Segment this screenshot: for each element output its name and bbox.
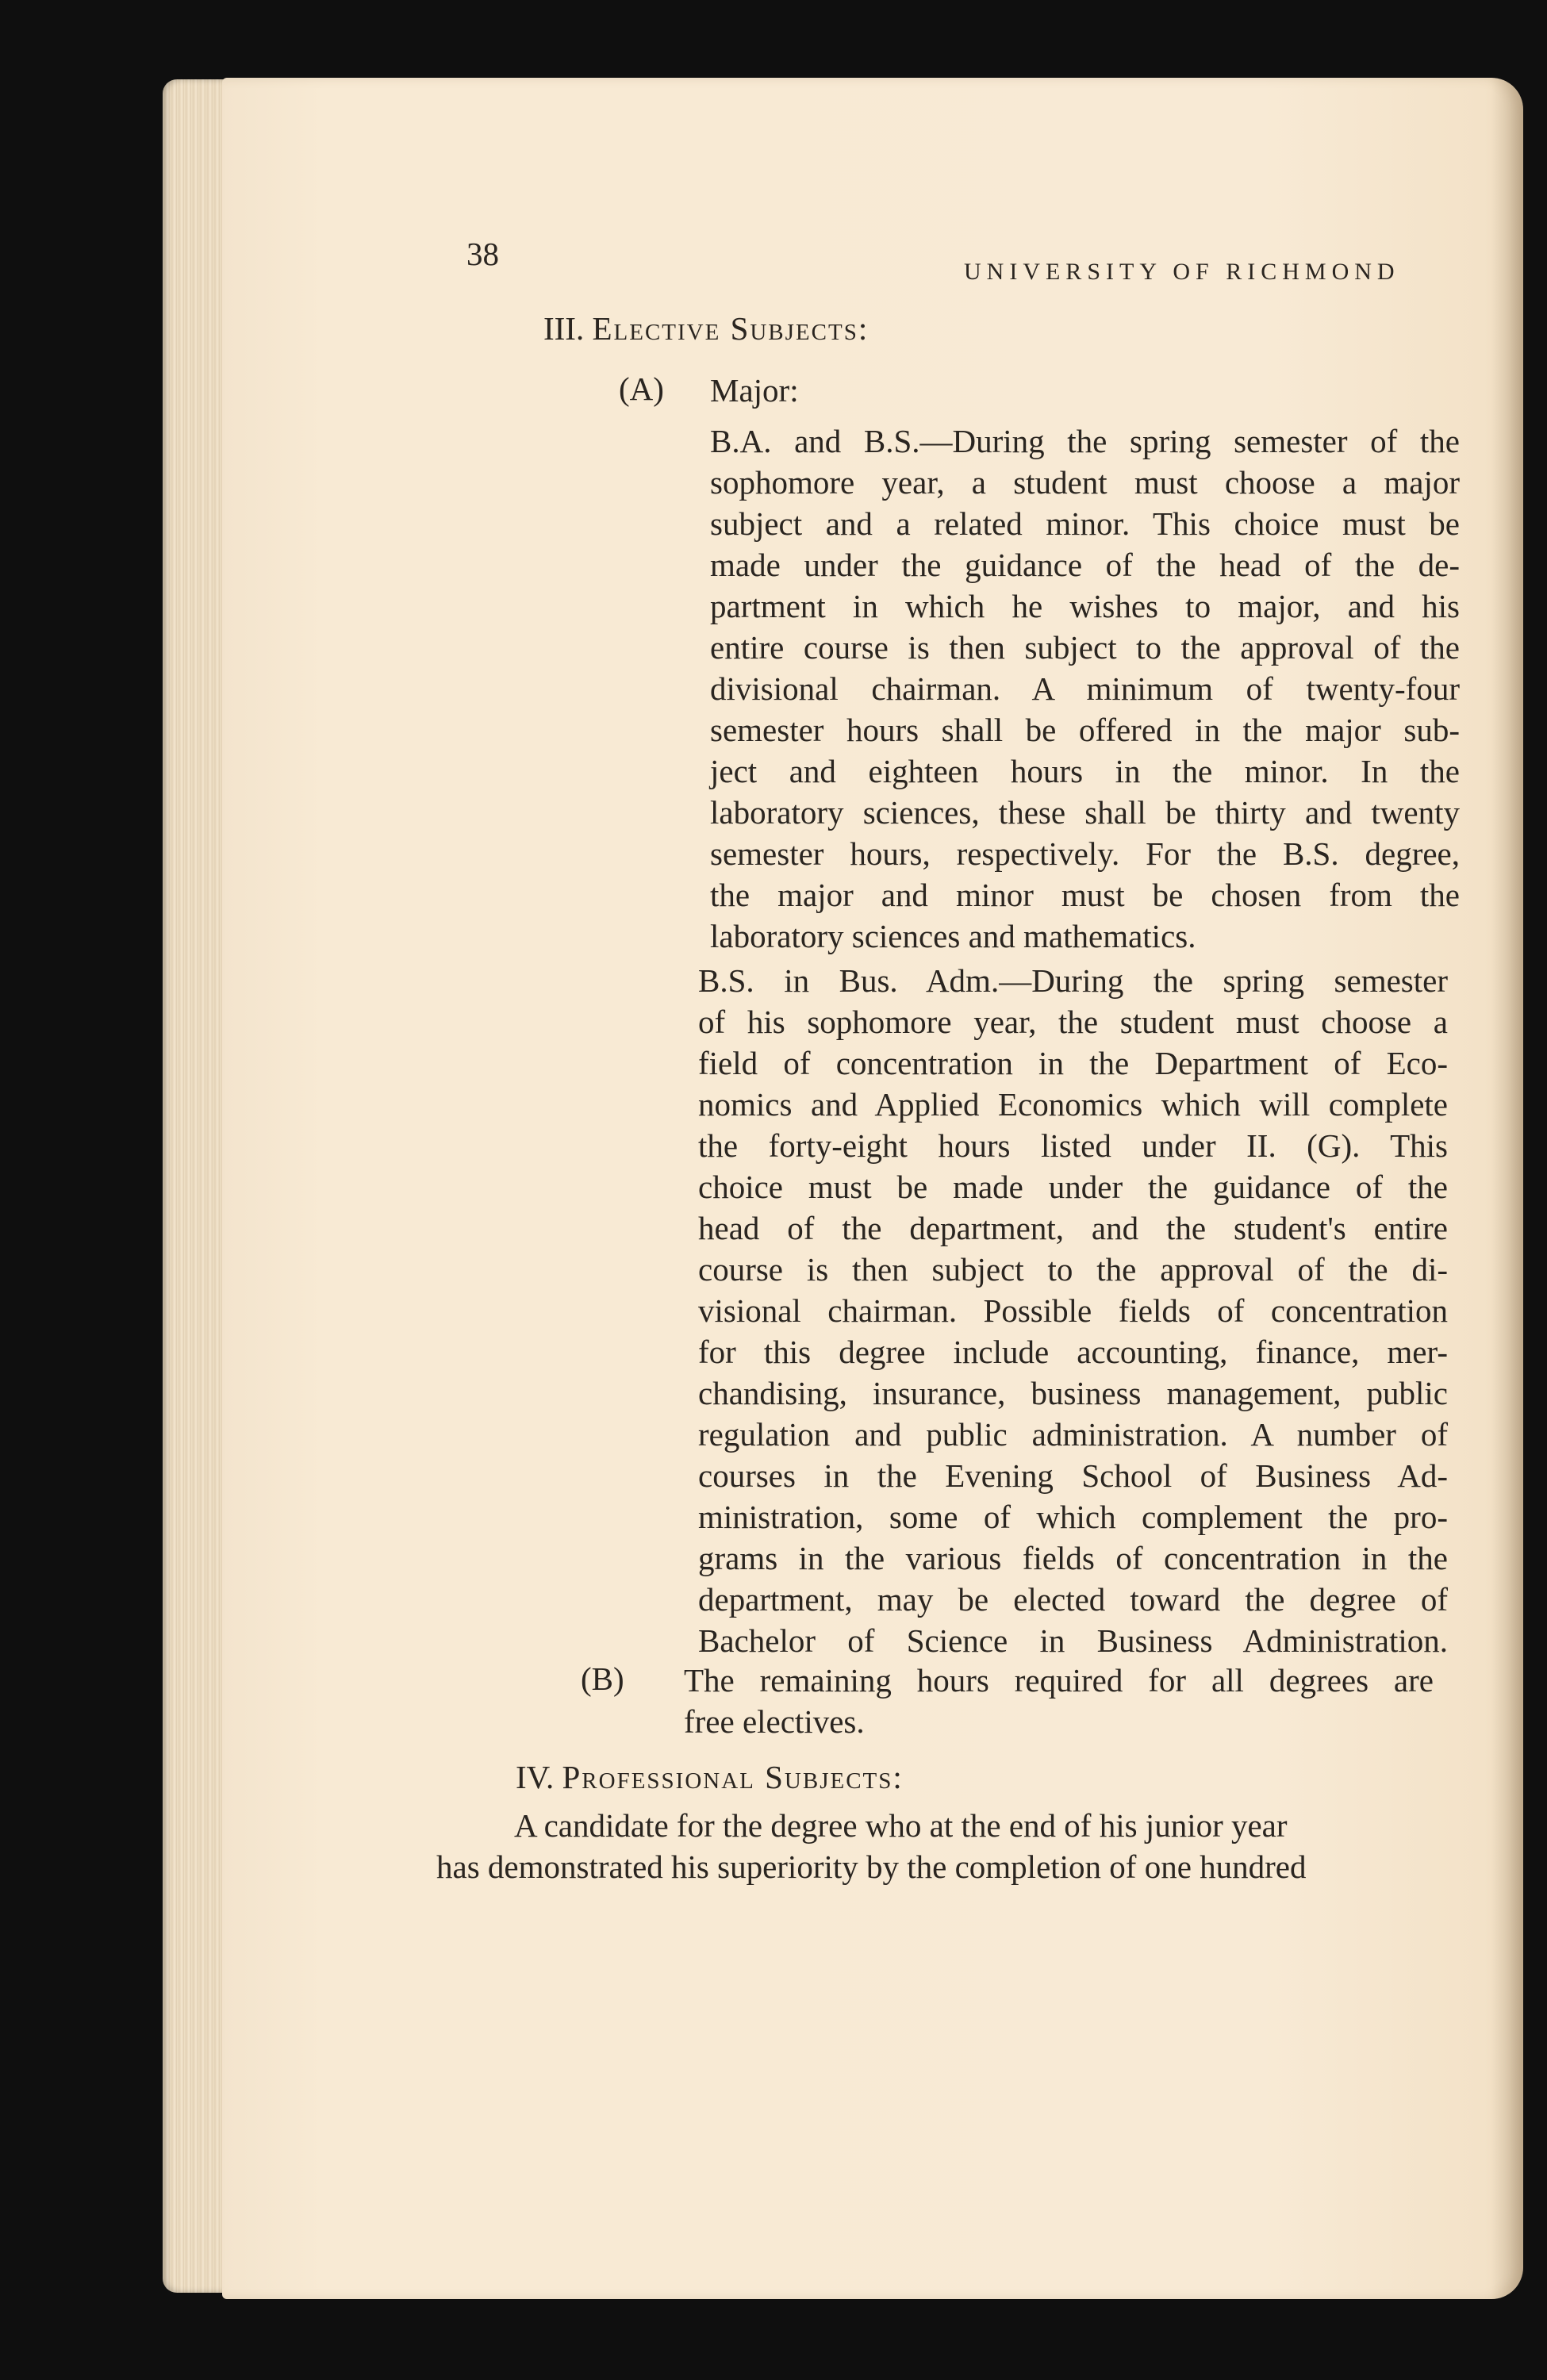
text-line: sophomore year, a student must choose a major bbox=[710, 464, 1460, 501]
text-line: the major and minor must be chosen from the bbox=[710, 877, 1460, 913]
subsection-b-paragraph bbox=[684, 1660, 1434, 1742]
text-line: regulation and public administration. A number of bbox=[698, 1416, 1448, 1453]
text-line: courses in the Evening School of Business Ad- bbox=[698, 1457, 1448, 1494]
subsection-b-label: (B) bbox=[581, 1660, 624, 1697]
text-line: made under the guidance of the head of the de- bbox=[710, 547, 1460, 583]
subsection-a-title: Major: bbox=[710, 372, 799, 409]
section-iii-title: Elective Subjects: bbox=[592, 310, 869, 347]
text-line: subject and a related minor. This choice must be bbox=[710, 505, 1460, 542]
section-iv-heading bbox=[516, 1758, 904, 1796]
section-iii-heading bbox=[543, 309, 869, 347]
text-line: nomics and Applied Economics which will complete bbox=[698, 1086, 1448, 1123]
text-line: head of the department, and the student's entire bbox=[698, 1210, 1448, 1246]
text-line: B.A. and B.S.—During the spring semester of the bbox=[710, 423, 1460, 459]
text-line: field of concentration in the Department of Eco- bbox=[698, 1045, 1448, 1081]
text-line: chandising, insurance, business management, public bbox=[698, 1375, 1448, 1411]
text-line: partment in which he wishes to major, and his bbox=[710, 588, 1460, 624]
text-line: semester hours shall be offered in the major sub- bbox=[710, 712, 1460, 748]
text-line: for this degree include accounting, finance, mer- bbox=[698, 1334, 1448, 1370]
text-line: ministration, some of which complement the pro- bbox=[698, 1499, 1448, 1535]
text-line: visional chairman. Possible fields of concentration bbox=[698, 1292, 1448, 1329]
text-line: laboratory sciences and mathematics. bbox=[710, 918, 1196, 954]
text-line: laboratory sciences, these shall be thirty and twenty bbox=[710, 794, 1460, 831]
section-iii-numeral: III. bbox=[543, 310, 585, 347]
text-line: of his sophomore year, the student must choose a bbox=[698, 1004, 1448, 1040]
text-line: course is then subject to the approval of the di- bbox=[698, 1251, 1448, 1288]
text-line: the forty-eight hours listed under II. (G). This bbox=[698, 1127, 1448, 1164]
bs-bus-adm-paragraph bbox=[698, 960, 1448, 1661]
ba-bs-paragraph bbox=[710, 420, 1460, 957]
subsection-a-label: (A) bbox=[619, 370, 664, 407]
section-iv-line-1: A candidate for the degree who at the end of his junior year bbox=[514, 1807, 1288, 1844]
page-curl-shadow bbox=[1491, 78, 1523, 2299]
text-line: B.S. in Bus. Adm.—During the spring semester bbox=[698, 962, 1448, 999]
section-iv-line-2: has demonstrated his superiority by the completion of one hundred bbox=[436, 1848, 1307, 1885]
page-number: 38 bbox=[466, 236, 499, 272]
section-iv-title: Professional Subjects: bbox=[562, 1759, 904, 1795]
running-head: UNIVERSITY OF RICHMOND bbox=[964, 259, 1400, 285]
text-line: choice must be made under the guidance of the bbox=[698, 1169, 1448, 1205]
text-line: Bachelor of Science in Business Administration. bbox=[698, 1622, 1448, 1659]
text-line: divisional chairman. A minimum of twenty-four bbox=[710, 670, 1460, 707]
section-iv-numeral: IV. bbox=[516, 1759, 555, 1795]
text-line: free electives. bbox=[684, 1703, 865, 1740]
text-line: ject and eighteen hours in the minor. In the bbox=[710, 753, 1460, 789]
text-line: grams in the various fields of concentration in the bbox=[698, 1540, 1448, 1576]
text-line: semester hours, respectively. For the B.S. degree, bbox=[710, 835, 1460, 872]
text-line: The remaining hours required for all degrees are bbox=[684, 1662, 1434, 1699]
text-line: entire course is then subject to the approval of the bbox=[710, 629, 1460, 666]
text-line: department, may be elected toward the degree of bbox=[698, 1581, 1448, 1618]
